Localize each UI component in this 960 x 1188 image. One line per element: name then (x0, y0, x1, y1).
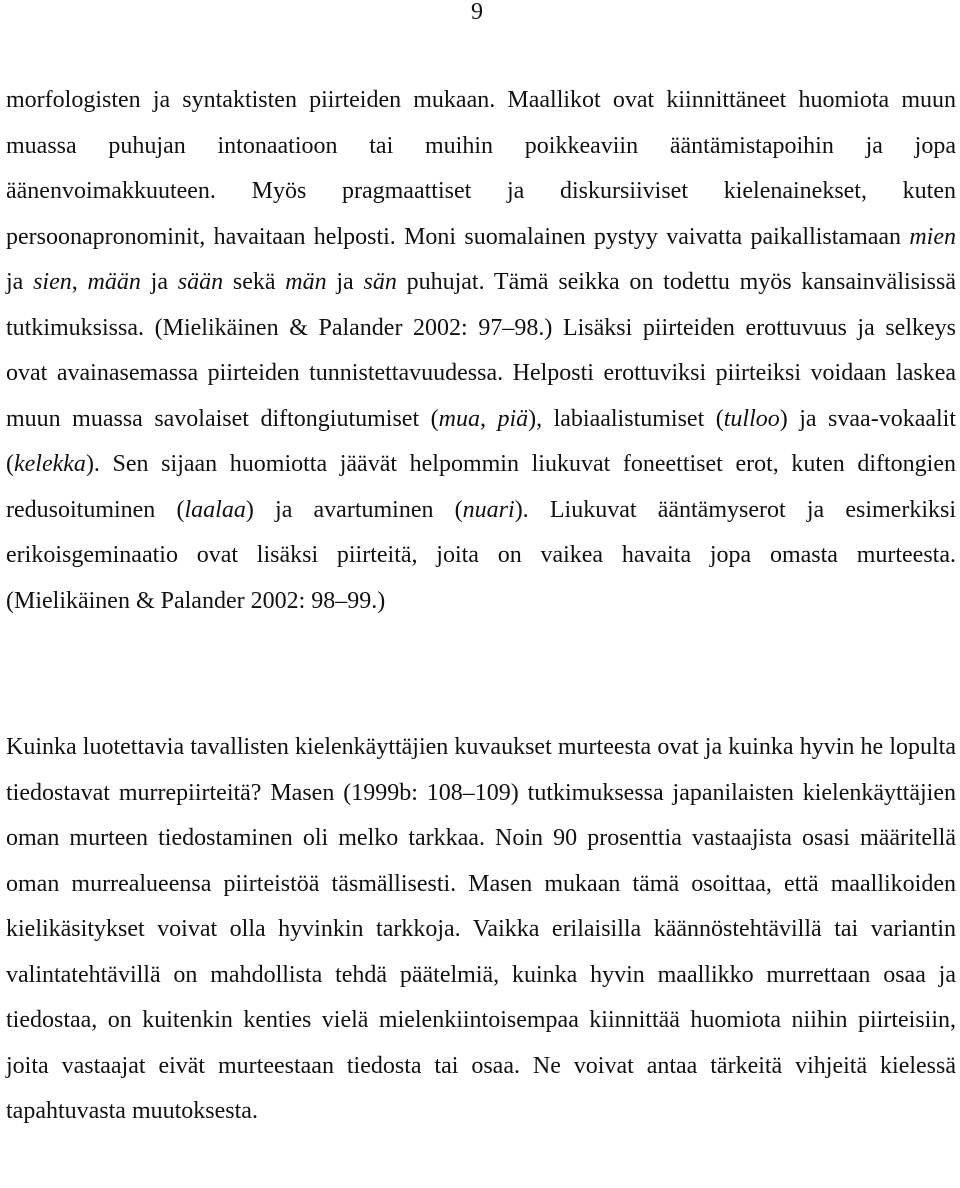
italic-example-term: tulloo (723, 405, 780, 432)
text-run: , (71, 269, 88, 295)
italic-example-term: sään (177, 269, 224, 295)
italic-example-term: kelekka (14, 451, 86, 477)
text-run: ) ja svaa-vokaalit ( (6, 405, 957, 477)
page-number: 9 (471, 0, 483, 25)
text-run: ) ja avartuminen ( (245, 496, 463, 523)
italic-example-term: män (285, 269, 327, 295)
paragraph-1 (6, 78, 956, 624)
text-run: ja (6, 269, 34, 295)
italic-example-term: laalaa (184, 496, 246, 523)
text-run: ), labiaalistumiset ( (528, 405, 724, 432)
text-run: ja (140, 269, 178, 295)
italic-example-term: mään (87, 269, 141, 295)
italic-example-term: sän (363, 269, 397, 295)
text-run: ). Liukuvat ääntämyserot ja esimerkiksi erikoisgeminaatio ovat lisäksi piirteitä, joita on vaikea havaita jopa omasta murteesta. (Mielikäinen & Palander 2002: 98–99.) (6, 496, 956, 614)
italic-example-term: mua, piä (438, 405, 529, 432)
text-run: Kuinka luotettavia tavallisten kielenkäyttäjien kuvaukset murteesta ovat ja kuinka hyvin he lopulta tiedostavat murrepiirteitä? Masen (1999b: 108–109) tutkimuksessa japanilaisten kielenkäyttäjien oman murteen tiedostaminen oli melko tarkkaa. Noin 90 prosenttia vastaajista osasi määritellä oman murrealueensa piirteistöä täsmällisesti. Masen mukaan tämä osoittaa, että maallikoiden kielikäsitykset voivat olla hyvinkin tarkkoja. Vaikka erilaisilla käännöstehtävillä tai variantin valintatehtävillä on mahdollista tehdä päätelmiä, kuinka hyvin maallikko murrettaan osaa ja tiedostaa, on kuitenkin kenties vielä mielenkiintoisempaa kiinnittää huomiota niihin piirteisiin, joita vastaajat eivät murteestaan tiedosta tai osaa. Ne voivat antaa tärkeitä vihjeitä kielessä tapahtuvasta muutoksesta. (6, 734, 956, 1124)
paragraph-2 (6, 725, 956, 1135)
text-run: puhujat. Tämä seikka on todettu myös kansainvälisissä tutkimuksissa. (Mielikäinen & Palander 2002: 97–98.) Lisäksi piirteiden erottuvuus ja selkeys ovat avainasemassa piirteiden tunnistettavuudessa. Helposti erottuviksi piirteiksi voidaan laskea muun muassa savolaiset diftongiutumiset ( (6, 269, 956, 432)
text-run: ja (326, 269, 364, 295)
italic-example-term: sien (33, 269, 72, 295)
italic-example-term: nuari (462, 496, 515, 523)
text-run: ). Sen sijaan huomiotta jäävät helpommin liukuvat foneettiset erot, kuten diftongien redusoituminen ( (6, 451, 956, 523)
text-run: morfologisten ja syntaktisten piirteiden mukaan. Maallikot ovat kiinnittäneet huomiota muun muassa puhujan intonaatioon tai muihin poikkeaviin ääntämistapoihin ja jopa äänenvoimakkuuteen. Myös pragmaattiset ja diskursiiviset kielenainekset, kuten persoonapronominit, havaitaan helposti. Moni suomalainen pystyy vaivatta paikallistamaan (6, 87, 956, 250)
italic-example-term: mien (909, 223, 956, 250)
text-run: sekä (223, 269, 286, 295)
